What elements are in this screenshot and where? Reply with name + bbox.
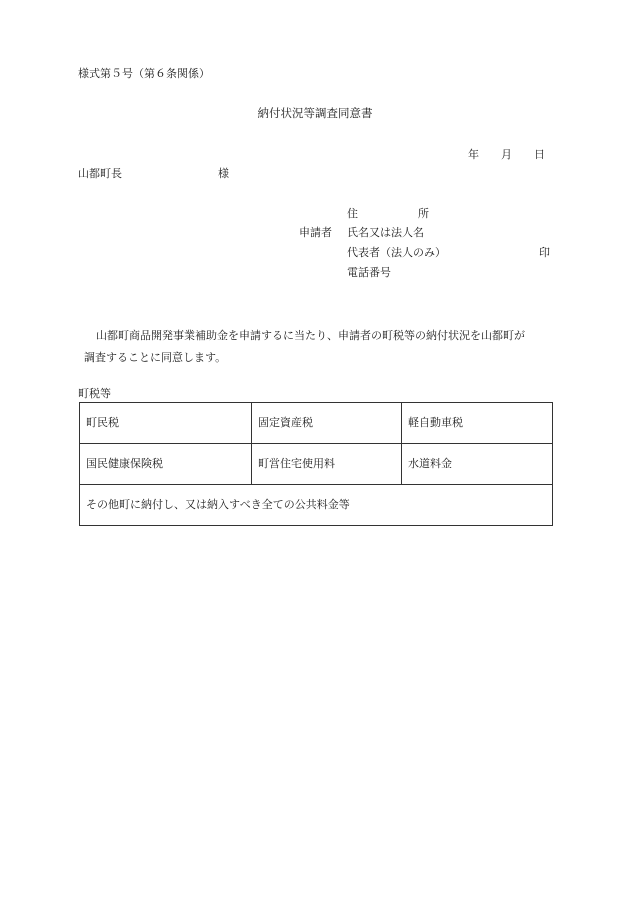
phone-label: 電話番号: [347, 266, 391, 279]
date-month-label: 月: [501, 148, 512, 161]
consent-line-1: 山都町商品開発事業補助金を申請するに当たり、申請者の町税等の納付状況を山都町が: [96, 329, 525, 342]
date-day-label: 日: [534, 148, 545, 161]
representative-label: 代表者（法人のみ）: [347, 246, 446, 259]
table-cell: 固定資産税: [252, 403, 402, 444]
document-title: 納付状況等調査同意書: [257, 106, 373, 120]
address-label-part2: 所: [418, 207, 429, 220]
table-cell: 国民健康保険税: [80, 444, 252, 485]
addressee-name: 山都町長: [78, 167, 122, 180]
table-row: [80, 444, 553, 485]
consent-line-2: 調査することに同意します。: [84, 351, 227, 364]
name-label: 氏名又は法人名: [347, 226, 424, 239]
table-footer-cell: その他町に納付し、又は納入すべき全ての公共料金等: [80, 485, 553, 526]
form-number: 様式第５号（第６条関係）: [78, 67, 210, 80]
table-cell: 町民税: [80, 403, 252, 444]
address-label: [347, 207, 429, 221]
table-row: [80, 485, 553, 526]
tax-table-caption: 町税等: [78, 387, 111, 400]
tax-table: [79, 402, 553, 526]
table-row: [80, 403, 553, 444]
consent-statement: [78, 325, 554, 369]
date-line: [468, 148, 545, 162]
date-year-label: 年: [468, 148, 479, 161]
table-cell: 軽自動車税: [402, 403, 553, 444]
addressee-honorific: 様: [218, 167, 229, 180]
applicant-label: 申請者: [299, 226, 332, 239]
address-label-part1: 住: [347, 207, 358, 220]
seal-mark: 印: [539, 246, 550, 259]
table-cell: 町営住宅使用料: [252, 444, 402, 485]
table-cell: 水道料金: [402, 444, 553, 485]
